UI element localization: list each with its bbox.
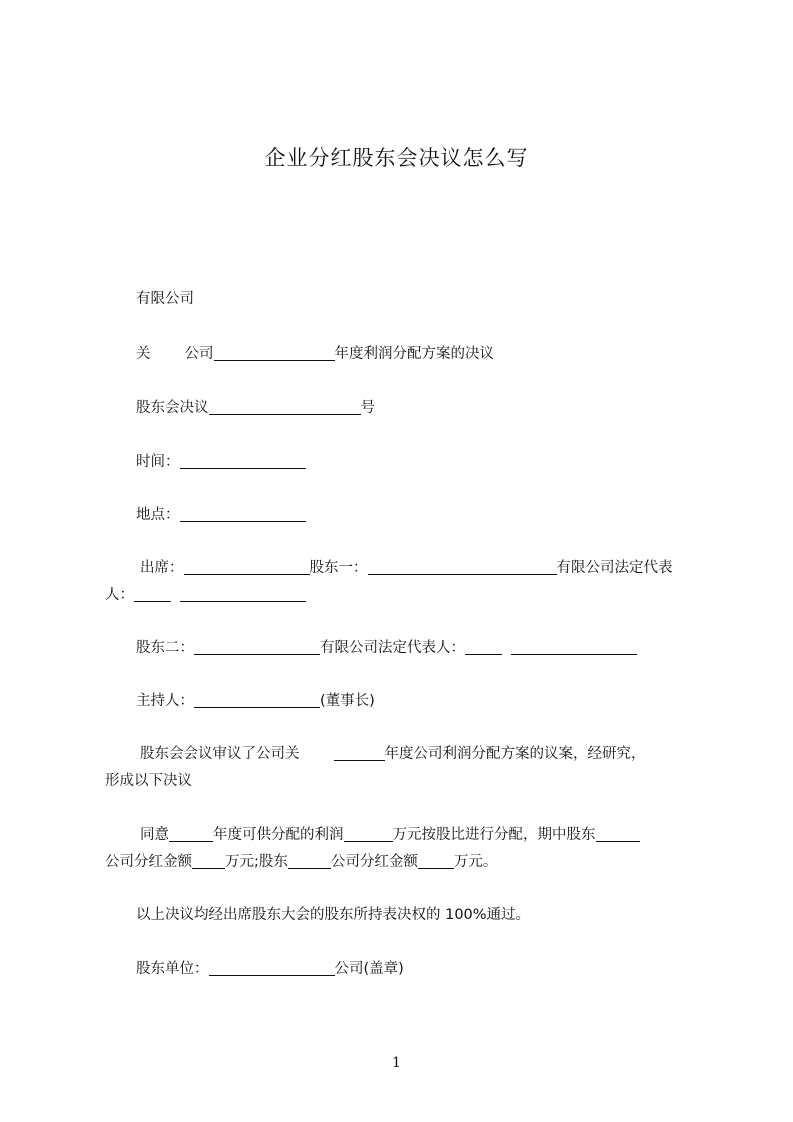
attendance-line-cont bbox=[105, 580, 705, 610]
agreement-shareholder2-blank bbox=[288, 853, 331, 869]
agreement-part5: 万元;股东 bbox=[225, 854, 288, 870]
agreement-part4: 公司分红金额 bbox=[105, 854, 192, 870]
review-year-blank bbox=[334, 745, 385, 761]
agreement-part1: 同意 bbox=[140, 827, 169, 843]
time-blank bbox=[180, 453, 306, 469]
shareholder1-blank bbox=[368, 559, 557, 575]
review-part1: 股东会会议审议了公司关 bbox=[140, 746, 300, 762]
subject-line bbox=[105, 339, 705, 369]
agreement-part2: 年度可供分配的利润 bbox=[213, 827, 344, 843]
agreement-part7: 万元。 bbox=[453, 854, 498, 870]
passed-text: 以上决议均经出席股东大会的股东所持表决权的 100%通过。 bbox=[136, 907, 531, 923]
review-part3: 形成以下决议 bbox=[105, 773, 192, 789]
agreement-part3: 万元按股比进行分配，期中股东 bbox=[392, 827, 596, 843]
host-role: (董事长) bbox=[320, 693, 375, 709]
shareholder1-rep-blank bbox=[180, 586, 306, 602]
subject-year-blank bbox=[214, 345, 335, 361]
shareholder2-label: 股东二： bbox=[136, 640, 194, 656]
agreement-amount1-blank bbox=[192, 853, 225, 869]
shareholder1-rep-cont: 人： bbox=[105, 587, 134, 603]
resolution-prefix: 股东会决议 bbox=[136, 400, 209, 416]
host-blank bbox=[194, 692, 320, 708]
review-line-cont bbox=[105, 766, 705, 796]
signature-label: 股东单位： bbox=[136, 961, 209, 977]
shareholder2-rep-blank bbox=[511, 639, 637, 655]
shareholder1-rep-label: 有限公司法定代表 bbox=[556, 560, 673, 576]
signature-line bbox=[105, 954, 705, 984]
shareholder2-rep-label: 有限公司法定代表人： bbox=[320, 640, 465, 656]
agreement-shareholder-blank bbox=[596, 826, 640, 842]
attendance-line bbox=[105, 553, 705, 583]
shareholder2-line bbox=[105, 633, 705, 663]
agreement-profit-blank bbox=[344, 826, 393, 842]
subject-prefix: 关 bbox=[136, 346, 151, 362]
agreement-line bbox=[105, 820, 705, 850]
agreement-year-blank bbox=[169, 826, 213, 842]
shareholder2-rep-blank-short bbox=[465, 639, 502, 655]
host-line bbox=[105, 686, 705, 716]
signature-suffix: 公司(盖章) bbox=[334, 961, 404, 977]
agreement-part6: 公司分红金额 bbox=[330, 854, 418, 870]
agreement-amount2-blank bbox=[418, 853, 454, 869]
company-line-text: 有限公司 bbox=[136, 291, 194, 307]
passed-line bbox=[105, 900, 705, 930]
time-line bbox=[105, 447, 705, 477]
page-number: 1 bbox=[392, 1055, 401, 1071]
shareholder1-label: 股东一： bbox=[309, 560, 368, 576]
subject-company: 公司 bbox=[184, 346, 214, 362]
attendance-label: 出席： bbox=[140, 560, 184, 576]
host-label: 主持人： bbox=[136, 693, 194, 709]
shareholder1-rep-blank-short bbox=[134, 586, 171, 602]
company-line bbox=[105, 284, 705, 314]
place-blank bbox=[180, 506, 306, 522]
resolution-suffix: 号 bbox=[360, 400, 375, 416]
resolution-number-line bbox=[105, 393, 705, 423]
place-line bbox=[105, 500, 705, 530]
place-label: 地点： bbox=[136, 507, 180, 523]
time-label: 时间： bbox=[136, 454, 180, 470]
signature-blank bbox=[209, 960, 335, 976]
review-line bbox=[105, 739, 705, 769]
resolution-number-blank bbox=[209, 399, 361, 415]
subject-suffix: 年度利润分配方案的决议 bbox=[334, 346, 494, 362]
review-part2: 年度公司利润分配方案的议案，经研究， bbox=[384, 746, 646, 762]
shareholder2-blank bbox=[194, 639, 320, 655]
agreement-line-cont bbox=[105, 847, 705, 877]
attendance-blank bbox=[184, 559, 310, 575]
document-title: 企业分红股东会决议怎么写 bbox=[264, 146, 529, 170]
